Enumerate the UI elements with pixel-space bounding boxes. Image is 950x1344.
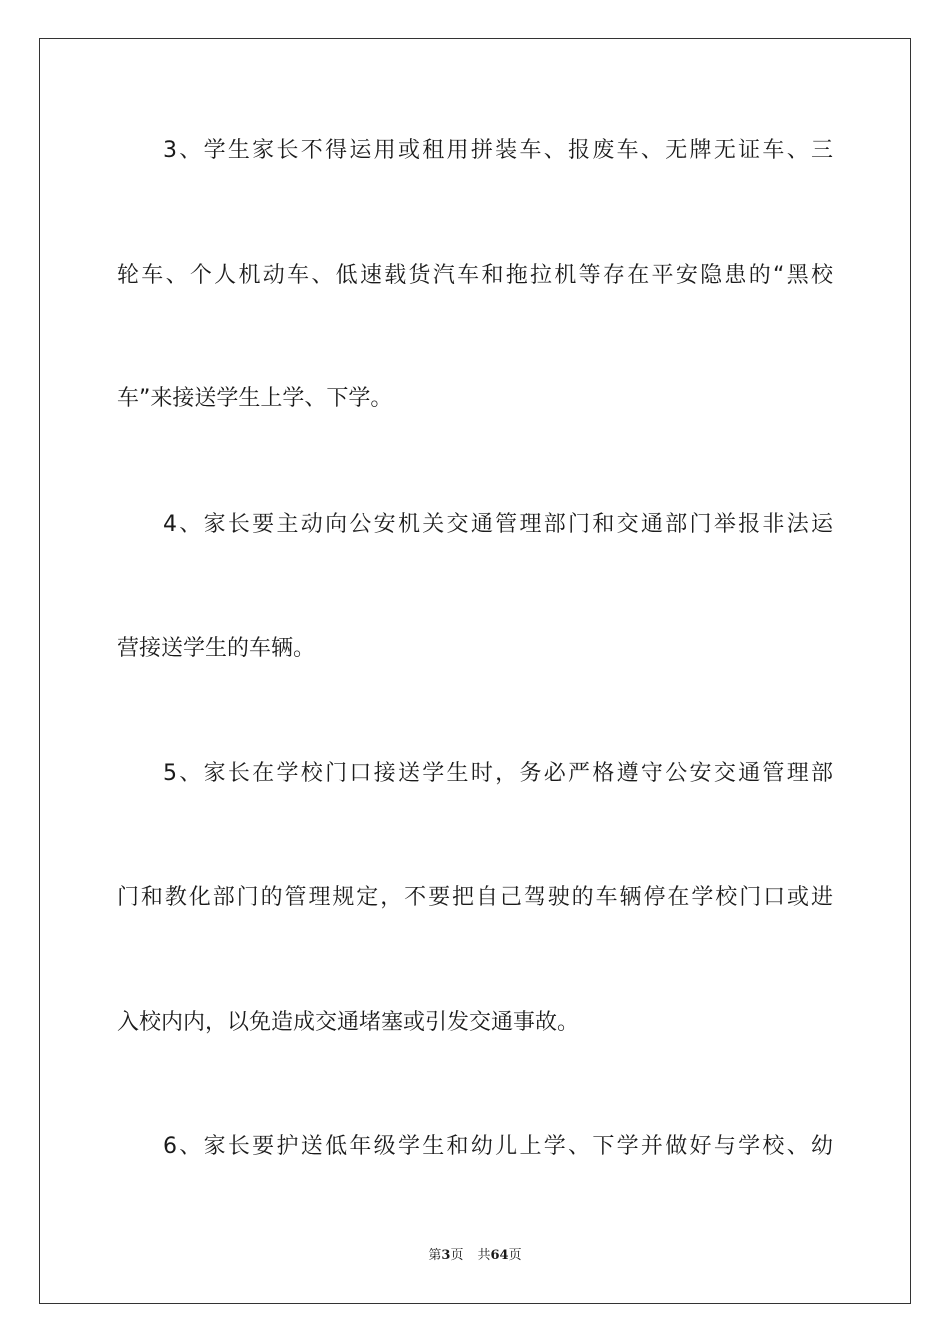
paragraph-4-line-1: 4、家长要主动向公安机关交通管理部门和交通部门举报非法运 — [163, 512, 833, 537]
paragraph-4-line-2: 营接送学生的车辆。 — [117, 636, 316, 661]
paragraph-3-line-2: 轮车、个人机动车、低速载货汽车和拖拉机等存在平安隐患的“黑校 — [117, 263, 833, 288]
total-suffix: 页 — [508, 1248, 522, 1263]
total-prefix: 共 — [477, 1248, 491, 1263]
paragraph-3-line-1: 3、学生家长不得运用或租用拼装车、报废车、无牌无证车、三 — [163, 138, 833, 163]
paragraph-3-line-3: 车”来接送学生上学、下学。 — [117, 386, 393, 411]
page-suffix: 页 — [450, 1248, 464, 1263]
page-prefix: 第 — [428, 1248, 442, 1263]
total-pages: 64 — [490, 1248, 509, 1263]
paragraph-6-line-1: 6、家长要护送低年级学生和幼儿上学、下学并做好与学校、幼 — [163, 1134, 833, 1159]
page-number: 3 — [441, 1248, 451, 1263]
page-border — [39, 38, 911, 1304]
paragraph-5-line-3: 入校内内，以免造成交通堵塞或引发交通事故。 — [117, 1010, 580, 1035]
paragraph-5-line-1: 5、家长在学校门口接送学生时，务必严格遵守公安交通管理部 — [163, 761, 833, 786]
page-footer — [0, 1247, 950, 1265]
paragraph-5-line-2: 门和教化部门的管理规定，不要把自己驾驶的车辆停在学校门口或进 — [117, 885, 833, 910]
